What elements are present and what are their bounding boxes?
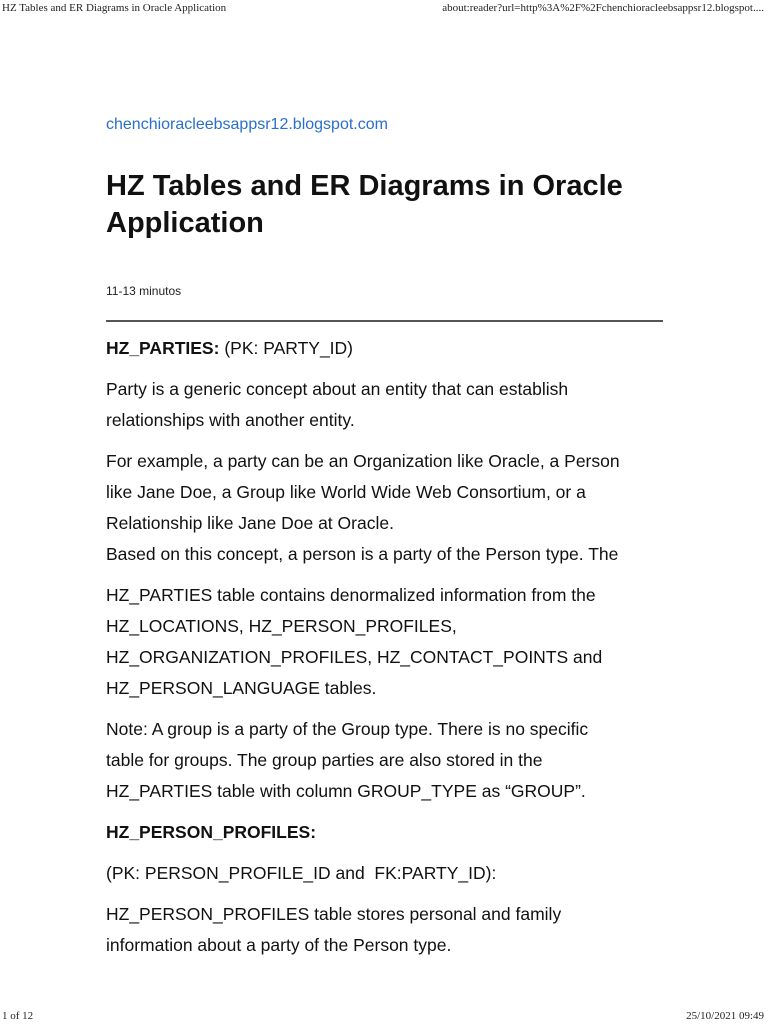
text-line: like Jane Doe, a Group like World Wide Web Consortium, or a [106, 482, 586, 502]
text-line: Based on this concept, a person is a party of the Person type. The [106, 544, 619, 564]
paragraph [106, 374, 666, 436]
text-line: table for groups. The group parties are also stored in the [106, 750, 543, 770]
page-number: 1 of 12 [2, 1010, 34, 1022]
pk-hz-parties: (PK: PARTY_ID) [224, 338, 353, 358]
site-link[interactable]: chenchioracleebsappsr12.blogspot.com [106, 116, 388, 133]
article-body [106, 333, 666, 961]
text-line: HZ_PERSON_LANGUAGE tables. [106, 678, 377, 698]
text-line: relationships with another entity. [106, 410, 355, 430]
text-line: information about a party of the Person type. [106, 935, 452, 955]
paragraph [106, 899, 666, 961]
heading-hz-person-profiles: HZ_PERSON_PROFILES: [106, 822, 317, 842]
text-line: HZ_PARTIES table with column GROUP_TYPE as “GROUP”. [106, 781, 586, 801]
reading-time: 11-13 minutos [106, 284, 182, 298]
page-title: HZ Tables and ER Diagrams in Oracle Application [106, 170, 623, 239]
text-line: For example, a party can be an Organization like Oracle, a Person [106, 451, 620, 471]
text-line: Note: A group is a party of the Group type. There is no specific [106, 719, 589, 739]
text-line: HZ_PERSON_PROFILES table stores personal and family [106, 904, 562, 924]
divider [106, 320, 663, 322]
print-datetime: 25/10/2021 09:49 [686, 1010, 764, 1022]
print-header-url: about:reader?url=http%3A%2F%2Fchenchioracleebsappsr12.blogspot.... [442, 2, 764, 14]
paragraph [106, 446, 666, 570]
section-heading-hz-person-profiles [106, 817, 666, 848]
heading-hz-parties: HZ_PARTIES: [106, 338, 220, 358]
text-line: Relationship like Jane Doe at Oracle. [106, 513, 394, 533]
text-line: HZ_LOCATIONS, HZ_PERSON_PROFILES, [106, 616, 457, 636]
text-line: HZ_PARTIES table contains denormalized information from the [106, 585, 596, 605]
text-line: HZ_ORGANIZATION_PROFILES, HZ_CONTACT_POINTS and [106, 647, 603, 667]
print-header-title: HZ Tables and ER Diagrams in Oracle Application [2, 2, 227, 14]
pk-hz-person-profiles: (PK: PERSON_PROFILE_ID and FK:PARTY_ID): [106, 863, 497, 883]
section-heading-hz-parties [106, 333, 666, 364]
text-line: Party is a generic concept about an entity that can establish [106, 379, 569, 399]
paragraph [106, 580, 666, 704]
paragraph [106, 714, 666, 807]
